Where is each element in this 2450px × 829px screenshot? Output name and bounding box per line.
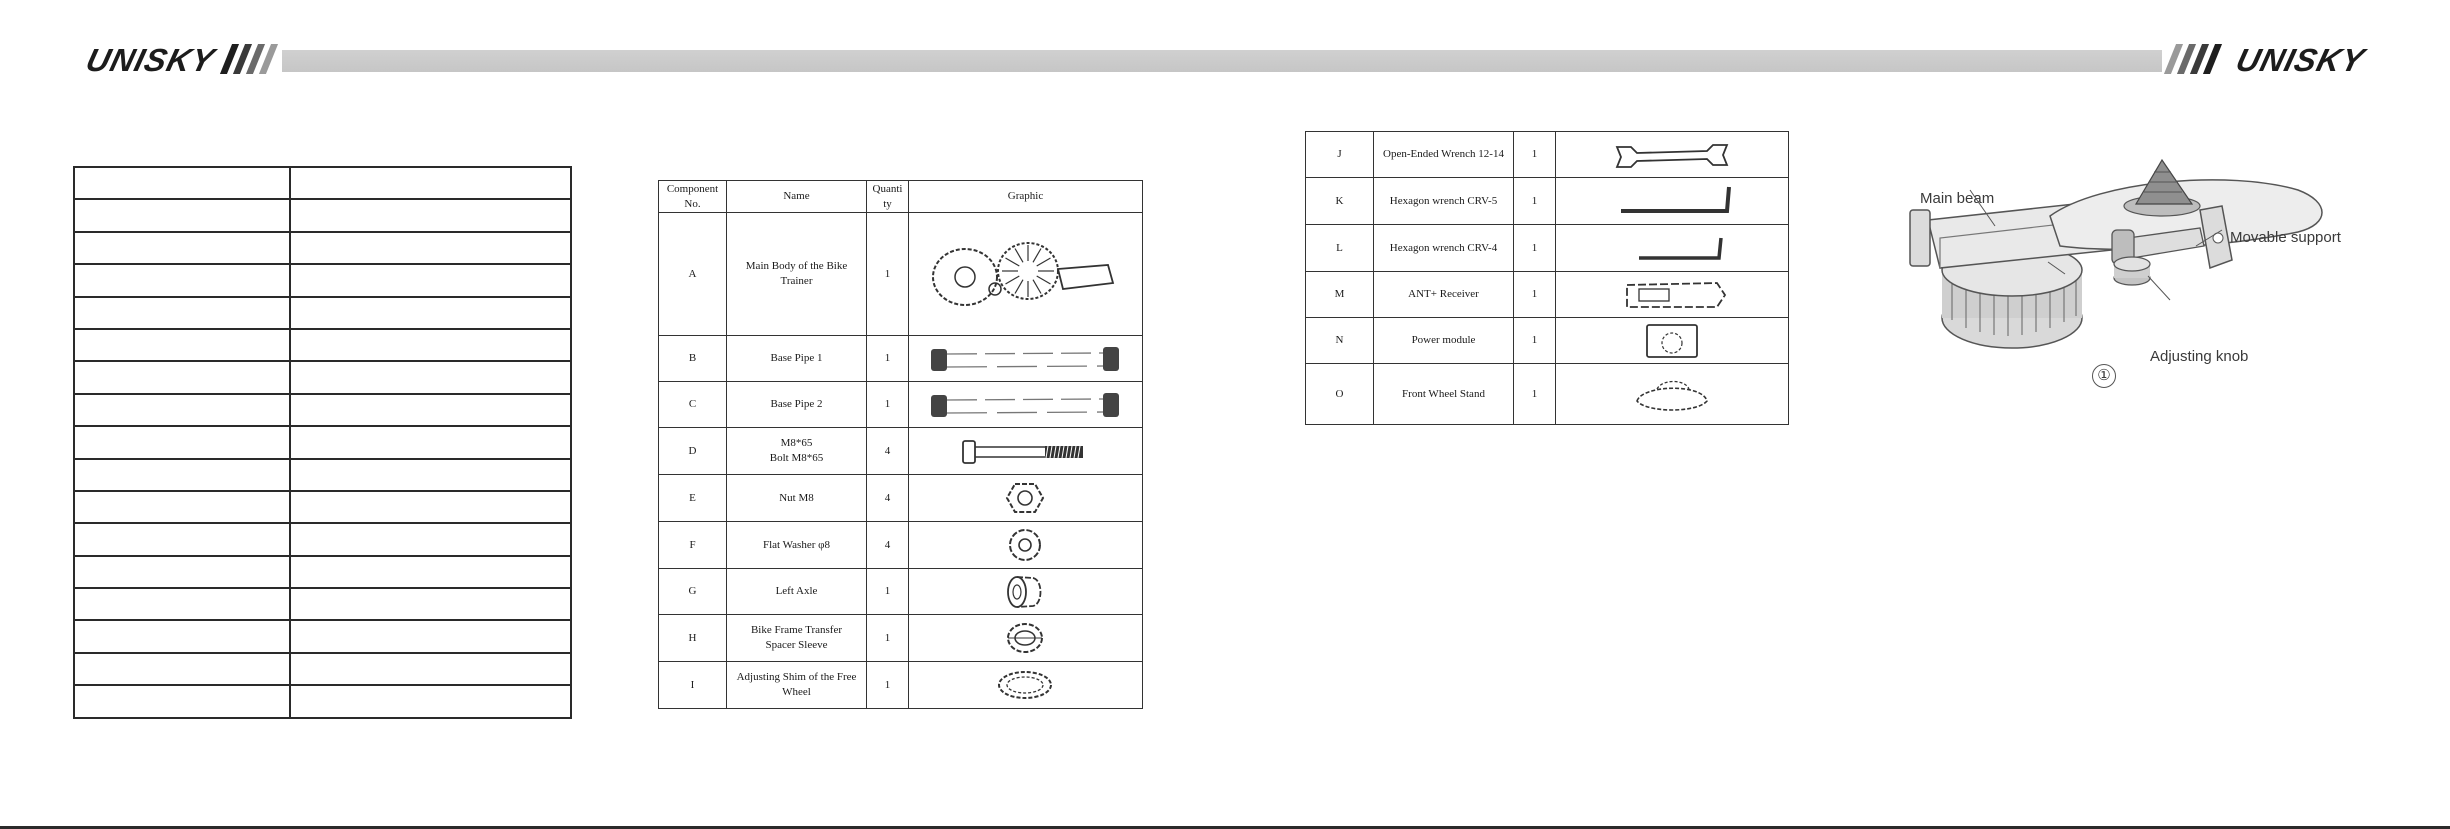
blank-row xyxy=(74,459,571,491)
blank-cell xyxy=(290,459,571,491)
part-row-i xyxy=(659,662,1143,709)
part-name: Base Pipe 2 xyxy=(727,382,867,428)
part-name: Power module xyxy=(1374,318,1514,364)
part-number: D xyxy=(659,428,727,475)
blank-row xyxy=(74,685,571,717)
blank-cell xyxy=(74,394,290,426)
part-name: Adjusting Shim of the Free Wheel xyxy=(727,662,867,709)
blank-cell xyxy=(74,297,290,329)
part-name: Main Body of the Bike Trainer xyxy=(727,213,867,336)
part-name: Flat Washer φ8 xyxy=(727,522,867,569)
part-quantity: 1 xyxy=(1514,272,1556,318)
blank-cell xyxy=(290,588,571,620)
part-number: O xyxy=(1306,364,1374,425)
blank-cell xyxy=(290,491,571,523)
part-quantity: 1 xyxy=(867,615,909,662)
part-row-a xyxy=(659,213,1143,336)
blank-cell xyxy=(290,523,571,555)
slash-decoration-left xyxy=(226,44,286,74)
blank-cell xyxy=(290,297,571,329)
part-graphic-usb-receiver-icon xyxy=(1556,272,1789,318)
part-number: L xyxy=(1306,225,1374,272)
brand-logo-left: UNISKY xyxy=(82,42,219,78)
part-graphic-shim-icon xyxy=(909,662,1143,709)
part-graphic-wheel-stand-icon xyxy=(1556,364,1789,425)
part-graphic-axle-icon xyxy=(909,569,1143,615)
part-row-e xyxy=(659,475,1143,522)
part-graphic-nut-icon xyxy=(909,475,1143,522)
blank-row xyxy=(74,491,571,523)
part-quantity: 1 xyxy=(867,213,909,336)
blank-cell xyxy=(290,232,571,264)
part-quantity: 1 xyxy=(1514,178,1556,225)
blank-cell xyxy=(290,556,571,588)
part-name: Open-Ended Wrench 12-14 xyxy=(1374,132,1514,178)
blank-cell xyxy=(74,491,290,523)
blank-row xyxy=(74,523,571,555)
part-row-n xyxy=(1306,318,1789,364)
header-graphic: Graphic xyxy=(909,181,1143,213)
blank-cell xyxy=(74,620,290,652)
blank-cell xyxy=(74,653,290,685)
part-number: B xyxy=(659,336,727,382)
blank-cell xyxy=(74,167,290,199)
blank-cell xyxy=(74,232,290,264)
part-row-c xyxy=(659,382,1143,428)
part-quantity: 1 xyxy=(1514,318,1556,364)
part-graphic-pipe-with-ends-icon xyxy=(909,382,1143,428)
blank-row xyxy=(74,167,571,199)
parts-table-2 xyxy=(1305,131,1789,425)
brand-logo-right: UNISKY xyxy=(2232,42,2369,78)
blank-row xyxy=(74,297,571,329)
part-number: M xyxy=(1306,272,1374,318)
header-name: Name xyxy=(727,181,867,213)
part-quantity: 1 xyxy=(1514,364,1556,425)
part-quantity: 1 xyxy=(1514,132,1556,178)
part-quantity: 1 xyxy=(867,336,909,382)
part-number: E xyxy=(659,475,727,522)
part-name: Nut M8 xyxy=(727,475,867,522)
figure-number: ① xyxy=(2092,364,2116,388)
header-quantity: Quanti ty xyxy=(867,181,909,213)
part-name: M8*65 Bolt M8*65 xyxy=(727,428,867,475)
part-graphic-hex-key-small-icon xyxy=(1556,225,1789,272)
blank-cell xyxy=(74,426,290,458)
part-graphic-trainer-body-icon xyxy=(909,213,1143,336)
part-graphic-washer-icon xyxy=(909,522,1143,569)
blank-cell xyxy=(290,394,571,426)
blank-cell xyxy=(74,329,290,361)
part-graphic-spacer-sleeve-icon xyxy=(909,615,1143,662)
part-name: Hexagon wrench CRV-4 xyxy=(1374,225,1514,272)
part-quantity: 1 xyxy=(867,382,909,428)
blank-cell xyxy=(74,588,290,620)
part-row-j xyxy=(1306,132,1789,178)
blank-row xyxy=(74,588,571,620)
part-row-h xyxy=(659,615,1143,662)
part-row-l xyxy=(1306,225,1789,272)
blank-row xyxy=(74,653,571,685)
parts-table-header xyxy=(659,181,1143,213)
part-number: A xyxy=(659,213,727,336)
blank-cell xyxy=(290,199,571,231)
part-name: Front Wheel Stand xyxy=(1374,364,1514,425)
part-number: F xyxy=(659,522,727,569)
blank-row xyxy=(74,426,571,458)
part-name: Bike Frame Transfer Spacer Sleeve xyxy=(727,615,867,662)
header-component-no: Component No. xyxy=(659,181,727,213)
part-row-d xyxy=(659,428,1143,475)
blank-cell xyxy=(74,264,290,296)
trainer-illustration xyxy=(1900,150,2360,400)
part-name: ANT+ Receiver xyxy=(1374,272,1514,318)
page-header xyxy=(0,0,2450,100)
blank-cell xyxy=(74,459,290,491)
blank-cell xyxy=(290,685,571,717)
blank-cell xyxy=(290,167,571,199)
part-quantity: 1 xyxy=(1514,225,1556,272)
part-row-k xyxy=(1306,178,1789,225)
label-adjusting-knob: Adjusting knob xyxy=(2150,348,2249,365)
part-quantity: 4 xyxy=(867,428,909,475)
part-graphic-bolt-icon xyxy=(909,428,1143,475)
label-main-beam: Main beam xyxy=(1920,190,1995,207)
part-graphic-power-module-icon xyxy=(1556,318,1789,364)
part-quantity: 4 xyxy=(867,475,909,522)
blank-cell xyxy=(290,426,571,458)
assembly-figure xyxy=(1900,150,2360,400)
blank-row xyxy=(74,556,571,588)
part-number: H xyxy=(659,615,727,662)
part-name: Left Axle xyxy=(727,569,867,615)
blank-row xyxy=(74,232,571,264)
part-graphic-open-wrench-icon xyxy=(1556,132,1789,178)
blank-cell xyxy=(74,556,290,588)
part-row-b xyxy=(659,336,1143,382)
blank-cell xyxy=(290,653,571,685)
part-number: J xyxy=(1306,132,1374,178)
parts-table-1 xyxy=(658,180,1143,709)
part-row-f xyxy=(659,522,1143,569)
part-row-m xyxy=(1306,272,1789,318)
blank-cell xyxy=(74,685,290,717)
blank-row xyxy=(74,264,571,296)
blank-cell xyxy=(74,199,290,231)
blank-row xyxy=(74,394,571,426)
slash-decoration-right xyxy=(2170,44,2230,74)
part-number: N xyxy=(1306,318,1374,364)
part-quantity: 4 xyxy=(867,522,909,569)
blank-row xyxy=(74,620,571,652)
part-number: I xyxy=(659,662,727,709)
blank-cell xyxy=(290,264,571,296)
part-number: K xyxy=(1306,178,1374,225)
blank-row xyxy=(74,199,571,231)
header-band xyxy=(282,50,2162,72)
part-row-o xyxy=(1306,364,1789,425)
part-graphic-pipe-with-ends-icon xyxy=(909,336,1143,382)
blank-spec-table xyxy=(73,166,572,719)
blank-row xyxy=(74,329,571,361)
blank-cell xyxy=(290,620,571,652)
label-movable-support: Movable support xyxy=(2230,229,2341,246)
part-quantity: 1 xyxy=(867,662,909,709)
blank-cell xyxy=(74,361,290,393)
blank-cell xyxy=(290,361,571,393)
part-name: Base Pipe 1 xyxy=(727,336,867,382)
part-row-g xyxy=(659,569,1143,615)
part-quantity: 1 xyxy=(867,569,909,615)
blank-cell xyxy=(74,523,290,555)
blank-row xyxy=(74,361,571,393)
part-number: G xyxy=(659,569,727,615)
part-name: Hexagon wrench CRV-5 xyxy=(1374,178,1514,225)
blank-cell xyxy=(290,329,571,361)
part-graphic-hex-key-large-icon xyxy=(1556,178,1789,225)
part-number: C xyxy=(659,382,727,428)
